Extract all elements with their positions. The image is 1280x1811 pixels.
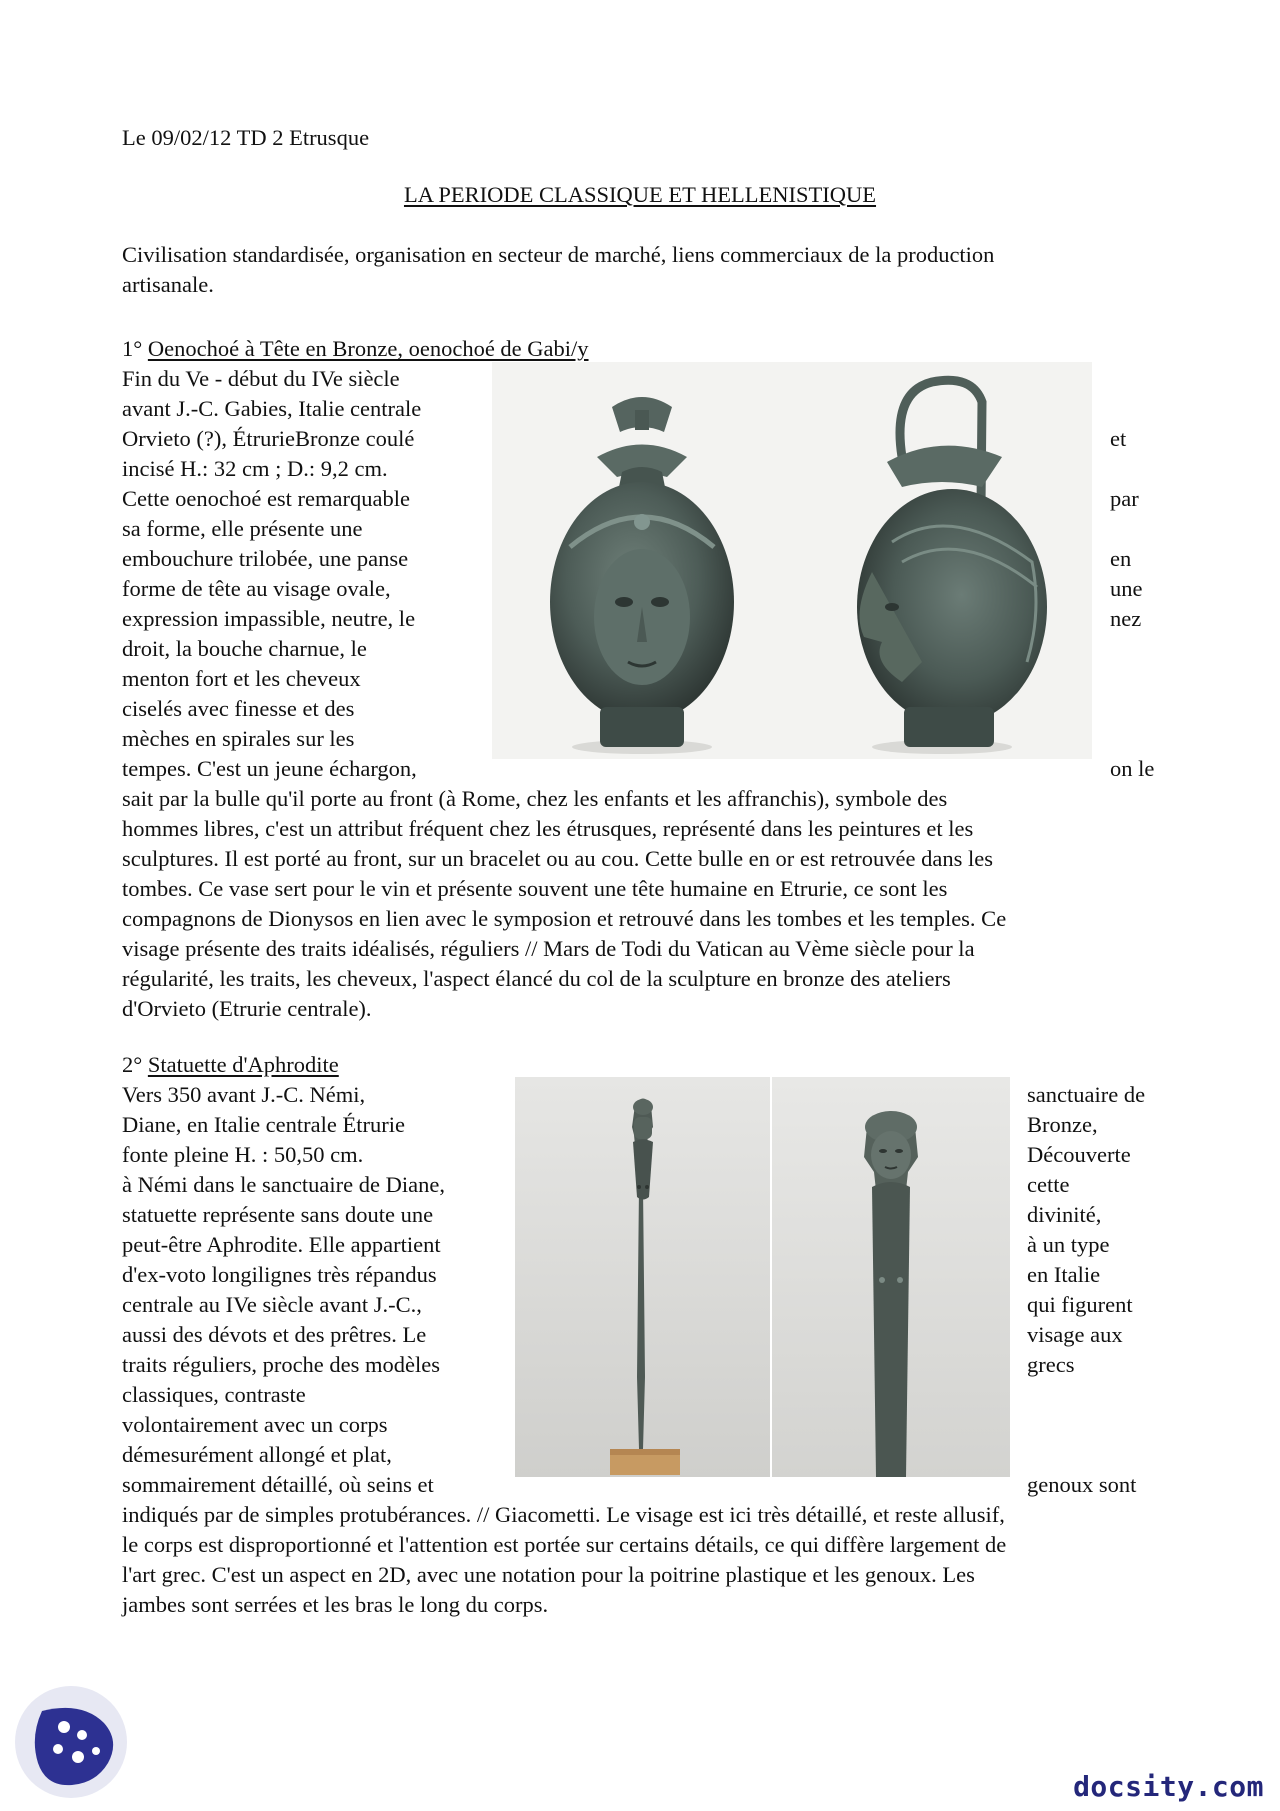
s2-right-line: à un type (1027, 1232, 1110, 1257)
docsity-brand-link[interactable]: docsity.com (1073, 1770, 1264, 1803)
section1-number: 1° (122, 336, 143, 361)
s1-left-line: mèches en spirales sur les (122, 726, 355, 751)
s2-right-line: Découverte (1027, 1142, 1131, 1167)
statuette-detail-image (772, 1077, 1010, 1477)
s2-left-line: volontairement avec un corps (122, 1412, 388, 1437)
s1-right-word: par (1110, 486, 1139, 511)
s2-body-line: l'art grec. C'est un aspect en 2D, avec une notation pour la poitrine plastique et les genoux. Les (122, 1562, 975, 1587)
s1-left-line: Orvieto (?), ÉtrurieBronze coulé (122, 426, 415, 451)
s1-left-line: incisé H.: 32 cm ; D.: 9,2 cm. (122, 456, 388, 481)
s2-right-line: visage aux (1027, 1322, 1123, 1347)
s1-right-word: et (1110, 426, 1127, 451)
s2-left-line: centrale au IVe siècle avant J.-C., (122, 1292, 422, 1317)
s2-right-line: cette (1027, 1172, 1070, 1197)
s1-body-line: d'Orvieto (Etrurie centrale). (122, 996, 372, 1021)
s2-left-line: fonte pleine H. : 50,50 cm. (122, 1142, 364, 1167)
s2-right-line: en Italie (1027, 1262, 1101, 1287)
s2-right-line: divinité, (1027, 1202, 1102, 1227)
s1-body-line: hommes libres, c'est un attribut fréquent chez les étrusques, représenté dans les peintures et les (122, 816, 974, 841)
section1-heading (122, 334, 589, 364)
s2-body-line: le corps est disproportionné et l'attention est portée sur certains détails, ce qui diffère largement de (122, 1532, 1007, 1557)
s1-left-line: menton fort et les cheveux (122, 666, 361, 691)
s1-body-line: tombes. Ce vase sert pour le vin et présente souvent une tête humaine en Etrurie, ce sont les (122, 876, 948, 901)
s1-left-line: tempes. C'est un jeune échargon, (122, 756, 417, 781)
oenochoe-front-photo (492, 362, 792, 759)
s2-left-line: démesurément allongé et plat, (122, 1442, 392, 1467)
s2-left-line: Diane, en Italie centrale Étrurie (122, 1112, 405, 1137)
s2-right-line: qui figurent (1027, 1292, 1133, 1317)
date-line: Le 09/02/12 TD 2 Etrusque (122, 125, 370, 150)
s1-left-line: avant J.-C. Gabies, Italie centrale (122, 396, 422, 421)
s1-body-line: sculptures. Il est porté au front, sur un bracelet ou au cou. Cette bulle en or est retrouvée dans les (122, 846, 993, 871)
s1-left-line: Cette oenochoé est remarquable (122, 486, 410, 511)
s2-right-line: genoux sont (1027, 1472, 1137, 1497)
section1-title: Oenochoé à Tête en Bronze, oenochoé de Gabi/y (147, 336, 589, 361)
section2-number: 2° (122, 1052, 143, 1077)
statuette-full-photo (515, 1077, 770, 1477)
s1-left-line: droit, la bouche charnue, le (122, 636, 367, 661)
s1-left-line: sa forme, elle présente une (122, 516, 363, 541)
s1-body-line: visage présente des traits idéalisés, réguliers // Mars de Todi du Vatican au Vème siècle pour la (122, 936, 975, 961)
oenochoe-front-image (492, 362, 792, 759)
oenochoe-profile-image (792, 362, 1092, 759)
s1-body-line: compagnons de Dionysos en lien avec le symposion et retrouvé dans les tombes et les temples. Ce (122, 906, 1007, 931)
s2-left-line: sommairement détaillé, où seins et (122, 1472, 434, 1497)
s1-right-word: une (1110, 576, 1143, 601)
page-title: LA PERIODE CLASSIQUE ET HELLENISTIQUE (403, 182, 877, 207)
s2-left-line: classiques, contraste (122, 1382, 306, 1407)
s1-left-line: embouchure trilobée, une panse (122, 546, 409, 571)
s2-left-line: à Némi dans le sanctuaire de Diane, (122, 1172, 445, 1197)
s1-body-line: sait par la bulle qu'il porte au front (à Rome, chez les enfants et les affranchis), symbole des (122, 786, 948, 811)
s1-right-word: en (1110, 546, 1132, 571)
s1-right-word: on le (1110, 756, 1155, 781)
s1-left-line: expression impassible, neutre, le (122, 606, 416, 631)
s1-right-word: nez (1110, 606, 1142, 631)
oenochoe-profile-photo (792, 362, 1092, 759)
intro-line-2: artisanale. (122, 272, 214, 297)
s2-right-line: sanctuaire de (1027, 1082, 1146, 1107)
s2-left-line: aussi des dévots et des prêtres. Le (122, 1322, 427, 1347)
s1-left-line: ciselés avec finesse et des (122, 696, 355, 721)
s2-right-line: Bronze, (1027, 1112, 1098, 1137)
s1-left-line: Fin du Ve - début du IVe siècle (122, 366, 400, 391)
s2-right-line: grecs (1027, 1352, 1075, 1377)
s1-body-line: régularité, les traits, les cheveux, l'aspect élancé du col de la sculpture en bronze des ateliers (122, 966, 951, 991)
docsity-logo-icon (12, 1683, 130, 1801)
s2-left-line: statuette représente sans doute une (122, 1202, 434, 1227)
docsity-logo[interactable] (12, 1683, 130, 1801)
section2-heading (122, 1050, 339, 1080)
section2-title: Statuette d'Aphrodite (147, 1052, 339, 1077)
s2-left-line: Vers 350 avant J.-C. Némi, (122, 1082, 366, 1107)
s1-left-line: forme de tête au visage ovale, (122, 576, 391, 601)
intro-line-1: Civilisation standardisée, organisation en secteur de marché, liens commerciaux de la production (122, 242, 995, 267)
s2-left-line: peut-être Aphrodite. Elle appartient (122, 1232, 441, 1257)
statuette-detail-photo (772, 1077, 1010, 1477)
s2-left-line: d'ex-voto longilignes très répandus (122, 1262, 437, 1287)
s2-body-line: indiqués par de simples protubérances. // Giacometti. Le visage est ici très détaillé, et reste allusif, (122, 1502, 1005, 1527)
s2-body-line: jambes sont serrées et les bras le long du corps. (122, 1592, 549, 1617)
s2-left-line: traits réguliers, proche des modèles (122, 1352, 441, 1377)
statuette-full-image (515, 1077, 770, 1477)
